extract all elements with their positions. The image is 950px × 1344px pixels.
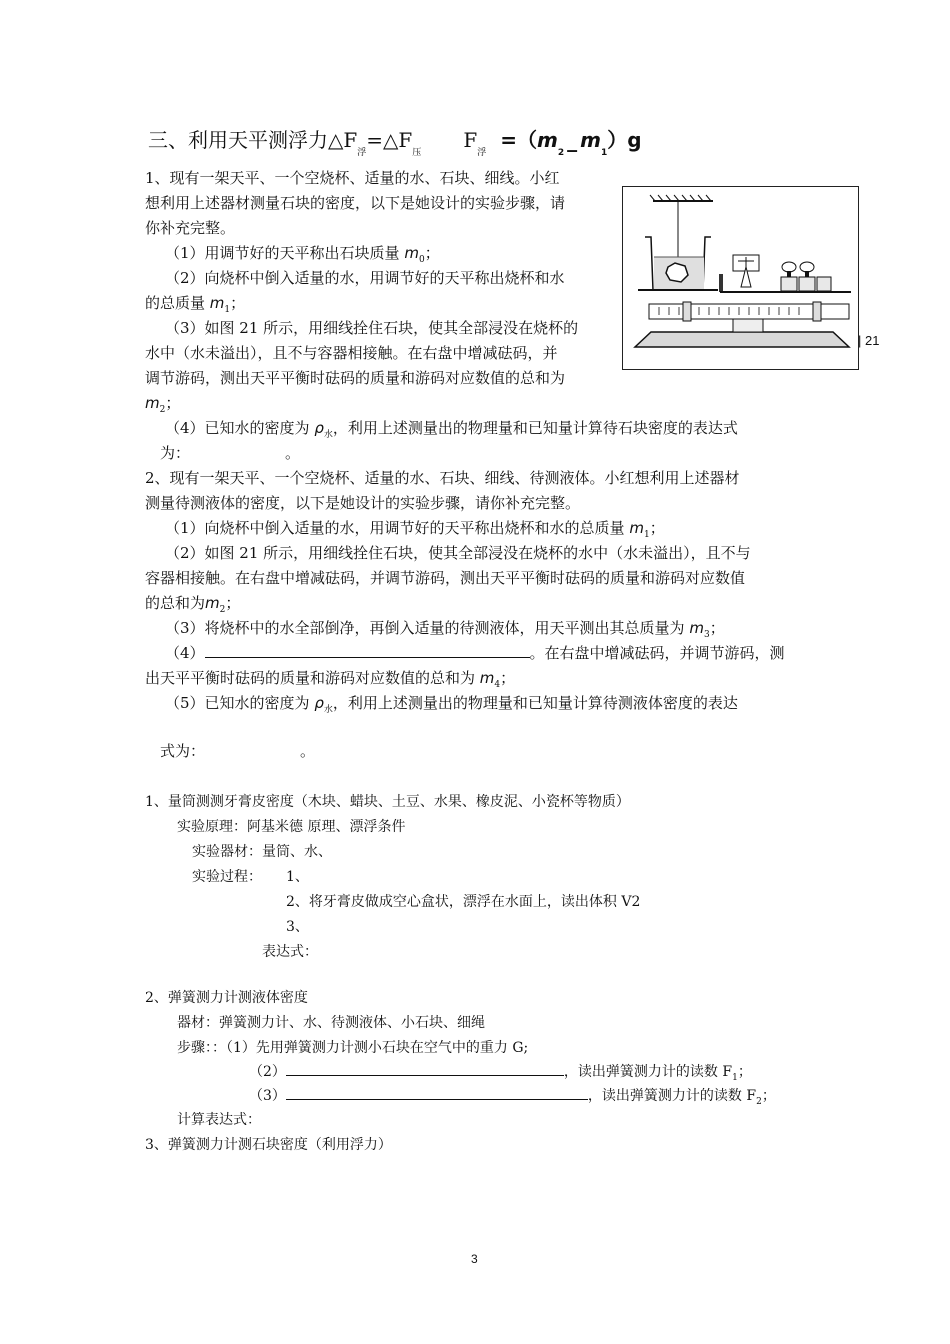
q1-line-2: 想利用上述器材测量石块的密度，以下是她设计的实验步骤，请 (145, 194, 566, 212)
q2-step-2c: 的总和为$m_2$； (145, 594, 241, 615)
q2-step-1: （1）向烧杯中倒入适量的水，用调节好的天平称出烧杯和水的总质量 $m_1$； (165, 519, 665, 540)
q1-step-3d: $m_2$； (145, 394, 181, 415)
sec2-steps-1: 步骤：：（1）先用弹簧测力计测小石块在空气中的重力 G; (177, 1040, 529, 1056)
sec2-process-label: 实验过程： (192, 869, 262, 885)
q2-step-5a: （5）已知水的密度为 $\rho_水$，利用上述测量出的物理量和已知量计算待测液体密度的表达 (165, 694, 738, 715)
q2-step-2a: （2）如图 21 所示，用细线拴住石块，使其全部浸没在烧杯的水中（水未溢出），且不与 (165, 544, 751, 562)
sec2-process-2: 2、将牙膏皮做成空心盒状，漂浮在水面上，读出体积 V2 (286, 894, 641, 910)
q2-line-1: 2、现有一架天平、一个空烧杯、适量的水、石块、细线、待测液体。小红想利用上述器材 (145, 469, 740, 487)
q1-step-4b: 为： 。 (160, 444, 301, 462)
q2-step-5b: 式为： 。 (160, 742, 316, 760)
q2-step-4b: 出天平平衡时砝码的质量和游码对应数值的总和为 $m_4$； (145, 669, 516, 690)
balance-figure (622, 186, 859, 370)
section-heading: 三、利用天平测浮力$\triangle F_浮=\triangle F_压F_浮=(m_2\_$ $m_1)g$ (148, 128, 642, 158)
q1-step-2b: 的总质量 $m_1$； (145, 294, 246, 315)
sec2-title-3: 3、弹簧测力计测石块密度（利用浮力） (145, 1137, 392, 1153)
q2-step-4-blank[interactable] (205, 643, 530, 658)
sec2-expression: 表达式： (262, 944, 318, 960)
sec2-equipment-2: 器材：弹簧测力计、水、待测液体、小石块、细绳 (177, 1015, 485, 1031)
sec2-title-1: 1、量筒测测牙膏皮密度（木块、蜡块、土豆、水果、橡皮泥、小瓷杯等物质） (145, 794, 630, 810)
sec2-calc: 计算表达式： (177, 1112, 261, 1128)
page-number: 3 (471, 1252, 478, 1266)
sec2-steps-3: （3） ，读出弹簧测力计的读数 $F_2$； (249, 1085, 776, 1112)
sec2-principle: 实验原理：阿基米德 原理、漂浮条件 (177, 819, 406, 835)
sec2-step-2-blank[interactable] (286, 1061, 564, 1076)
q1-step-4a: （4）已知水的密度为 $\rho_水$，利用上述测量出的物理量和已知量计算待石块密度的表达式 (165, 419, 738, 440)
sec2-process-3: 3、 (286, 919, 309, 935)
sec2-title-2: 2、弹簧测力计测液体密度 (145, 990, 308, 1006)
q1-line-1: 1、现有一架天平、一个空烧杯、适量的水、石块、细线。小红 (145, 169, 560, 187)
sec2-equipment: 实验器材：量筒、水、 (192, 844, 332, 860)
q2-step-2b: 容器相接触。在右盘中增减砝码，并调节游码，测出天平平衡时砝码的质量和游码对应数值 (145, 569, 746, 587)
q1-step-3a: （3）如图 21 所示，用细线拴住石块，使其全部浸没在烧杯的 (165, 319, 579, 337)
q1-step-2a: （2）向烧杯中倒入适量的水，用调节好的天平称出烧杯和水 (165, 269, 565, 287)
sec2-process-1: 1、 (286, 869, 309, 885)
q1-line-3: 你补充完整。 (145, 219, 236, 237)
q2-line-2: 测量待测液体的密度，以下是她设计的实验步骤，请你补充完整。 (145, 494, 581, 512)
q1-step-3c: 调节游码，测出天平平衡时砝码的质量和游码对应数值的总和为 (145, 369, 566, 387)
q1-step-1: （1）用调节好的天平称出石块质量 $m_0$； (165, 244, 440, 265)
sec2-steps-2: （2） ，读出弹簧测力计的读数 $F_1$； (249, 1061, 752, 1088)
q2-step-4a: （4） 。在右盘中增减砝码，并调节游码，测 (165, 644, 785, 662)
sec2-step-3-blank[interactable] (286, 1085, 588, 1100)
figure-label: | 21 (858, 333, 880, 348)
q1-step-3b: 水中（水未溢出），且不与容器相接触。在右盘中增减砝码，并 (145, 344, 558, 362)
q2-step-3: （3）将烧杯中的水全部倒净，再倒入适量的待测液体，用天平测出其总质量为 $m_3$； (165, 619, 725, 640)
